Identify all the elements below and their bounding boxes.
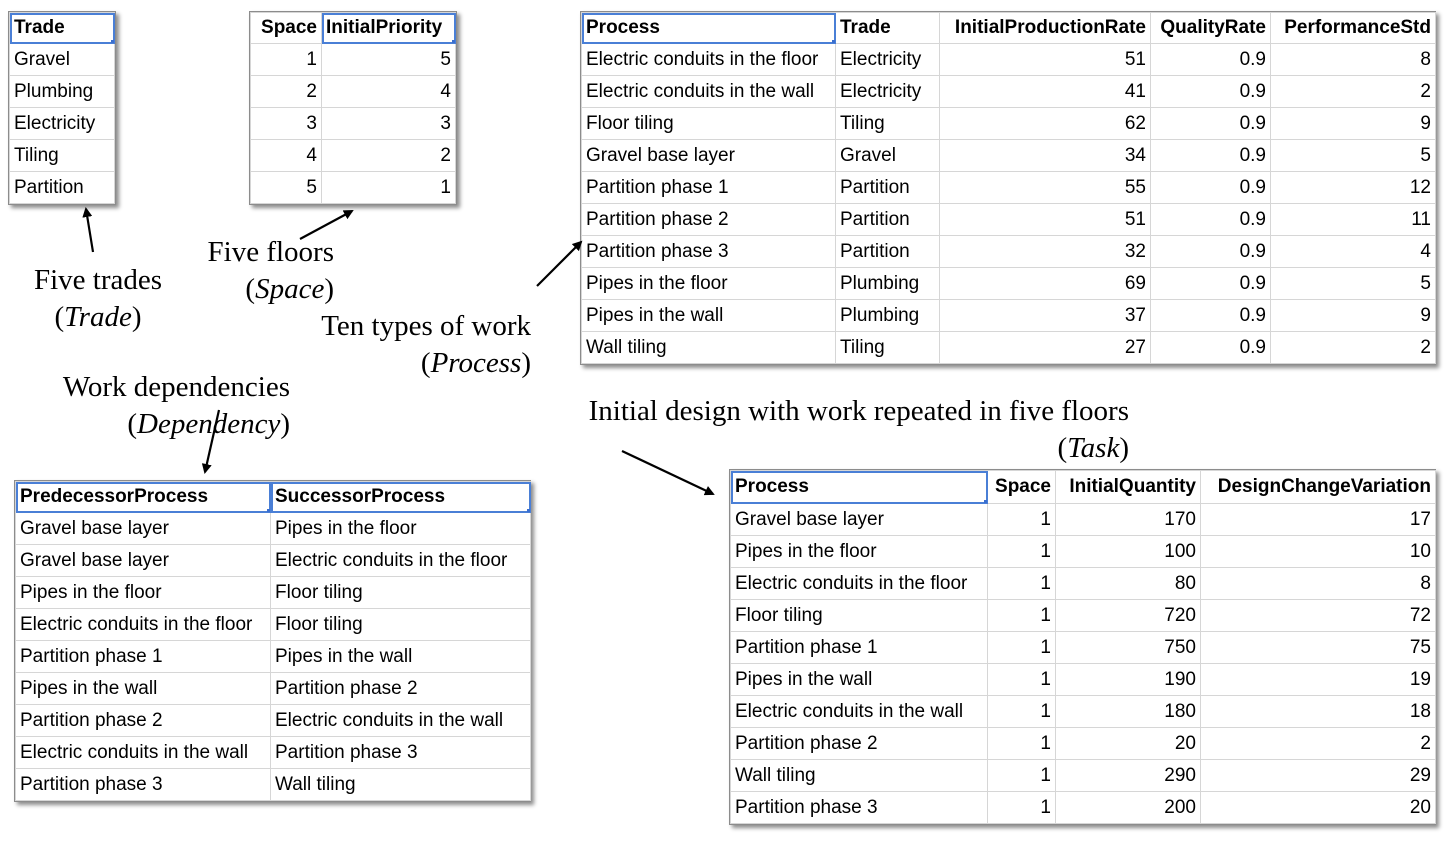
dependency-row-cell[interactable]: Partition phase 1 bbox=[16, 641, 271, 673]
dependency-row-cell[interactable]: Electric conduits in the floor bbox=[16, 609, 271, 641]
task-row-cell[interactable]: 1 bbox=[988, 632, 1056, 664]
task-row-cell[interactable]: Wall tiling bbox=[731, 760, 988, 792]
task-row-cell[interactable]: 80 bbox=[1056, 568, 1201, 600]
process-row-cell[interactable]: Pipes in the wall bbox=[582, 300, 836, 332]
task-row-cell[interactable]: 1 bbox=[988, 792, 1056, 824]
priority-cell[interactable]: 2 bbox=[322, 140, 456, 172]
task-row-cell[interactable]: Partition phase 3 bbox=[731, 792, 988, 824]
process-row-cell[interactable]: Partition phase 1 bbox=[582, 172, 836, 204]
initial-priority-header[interactable]: InitialPriority bbox=[322, 13, 456, 44]
task-row-cell[interactable]: 72 bbox=[1201, 600, 1436, 632]
task-row-cell[interactable]: 1 bbox=[988, 728, 1056, 760]
trade-cell[interactable]: Electricity bbox=[10, 108, 115, 140]
process-row-cell[interactable]: 0.9 bbox=[1151, 76, 1271, 108]
dependency-row-cell[interactable]: Floor tiling bbox=[271, 577, 531, 609]
task-row-cell[interactable]: 1 bbox=[988, 760, 1056, 792]
dependency-row-cell[interactable]: Pipes in the floor bbox=[16, 577, 271, 609]
task-caption: Initial design with work repeated in five floors (Task) bbox=[545, 393, 1129, 467]
dependency-row-cell[interactable]: Floor tiling bbox=[271, 609, 531, 641]
process-row-cell[interactable]: 11 bbox=[1271, 204, 1436, 236]
dependency-row-cell[interactable]: Partition phase 3 bbox=[271, 737, 531, 769]
floors-caption-label: Space bbox=[255, 273, 325, 305]
process-row-cell[interactable]: Partition bbox=[836, 172, 940, 204]
task-row-cell[interactable]: 19 bbox=[1201, 664, 1436, 696]
task-row-cell[interactable]: 20 bbox=[1201, 792, 1436, 824]
task-row-cell[interactable]: Electric conduits in the floor bbox=[731, 568, 988, 600]
process-row-cell[interactable]: 5 bbox=[1271, 268, 1436, 300]
process-row-cell[interactable]: Partition phase 3 bbox=[582, 236, 836, 268]
dependency-row-cell[interactable]: Electric conduits in the floor bbox=[271, 545, 531, 577]
process-row-cell[interactable]: 32 bbox=[940, 236, 1151, 268]
task-row-cell[interactable]: 2 bbox=[1201, 728, 1436, 760]
task-row-cell[interactable]: 75 bbox=[1201, 632, 1436, 664]
task-row-cell[interactable]: 1 bbox=[988, 600, 1056, 632]
successor-process-header[interactable]: SuccessorProcess bbox=[271, 482, 531, 513]
process-row-cell[interactable]: 37 bbox=[940, 300, 1151, 332]
process-row-cell[interactable]: 4 bbox=[1271, 236, 1436, 268]
process-row-cell[interactable]: Electricity bbox=[836, 76, 940, 108]
process-row-cell[interactable]: 9 bbox=[1271, 300, 1436, 332]
process-row-cell[interactable]: 41 bbox=[940, 76, 1151, 108]
task-space-header[interactable]: Space bbox=[988, 471, 1056, 504]
task-row-cell[interactable]: Floor tiling bbox=[731, 600, 988, 632]
process-row-cell[interactable]: 0.9 bbox=[1151, 300, 1271, 332]
floors-caption-main: Five floors bbox=[207, 236, 334, 268]
process-row-cell[interactable]: 0.9 bbox=[1151, 204, 1271, 236]
task-row-cell[interactable]: Pipes in the wall bbox=[731, 664, 988, 696]
process-row-cell[interactable]: 0.9 bbox=[1151, 108, 1271, 140]
process-row-cell[interactable]: 34 bbox=[940, 140, 1151, 172]
process-row-cell[interactable]: 0.9 bbox=[1151, 44, 1271, 76]
quality-rate-header[interactable]: QualityRate bbox=[1151, 13, 1271, 44]
floors-arrow bbox=[300, 211, 352, 239]
trades-caption: Five trades (Trade) bbox=[28, 262, 168, 336]
process-row-cell[interactable]: 51 bbox=[940, 204, 1151, 236]
task-row-cell[interactable]: 100 bbox=[1056, 536, 1201, 568]
task-row-cell[interactable]: 720 bbox=[1056, 600, 1201, 632]
dependencies-arrow bbox=[205, 410, 219, 472]
task-row-cell[interactable]: 20 bbox=[1056, 728, 1201, 760]
process-row-cell[interactable]: 0.9 bbox=[1151, 140, 1271, 172]
task-process-header[interactable]: Process bbox=[731, 471, 988, 504]
floors-caption: Five floors (Space) bbox=[196, 234, 334, 308]
task-row-cell[interactable]: Partition phase 2 bbox=[731, 728, 988, 760]
design-change-variation-header[interactable]: DesignChangeVariation bbox=[1201, 471, 1436, 504]
trades-arrow bbox=[86, 209, 93, 252]
work-caption-main: Ten types of work bbox=[321, 310, 531, 342]
space-header[interactable]: Space bbox=[251, 13, 322, 44]
task-row-cell[interactable]: 1 bbox=[988, 536, 1056, 568]
work-caption-label: Process bbox=[430, 347, 522, 379]
process-row-cell[interactable]: 2 bbox=[1271, 76, 1436, 108]
process-row-cell[interactable]: 5 bbox=[1271, 140, 1436, 172]
task-row-cell[interactable]: 200 bbox=[1056, 792, 1201, 824]
trades-caption-main: Five trades bbox=[33, 264, 163, 296]
performance-std-header[interactable]: PerformanceStd bbox=[1271, 13, 1436, 44]
process-row-cell[interactable]: 51 bbox=[940, 44, 1151, 76]
process-header[interactable]: Process bbox=[582, 13, 836, 44]
process-row-cell[interactable]: Electricity bbox=[836, 44, 940, 76]
dependency-row-cell[interactable]: Electric conduits in the wall bbox=[271, 705, 531, 737]
process-row-cell[interactable]: Pipes in the floor bbox=[582, 268, 836, 300]
process-row-cell[interactable]: 55 bbox=[940, 172, 1151, 204]
work-caption: Ten types of work (Process) bbox=[300, 308, 531, 382]
dependency-row-cell[interactable]: Electric conduits in the wall bbox=[16, 737, 271, 769]
trade-header[interactable]: Trade bbox=[10, 13, 115, 44]
task-row-cell[interactable]: 1 bbox=[988, 568, 1056, 600]
space-cell[interactable]: 3 bbox=[251, 108, 322, 140]
trade-header[interactable]: Trade bbox=[836, 13, 940, 44]
process-row-cell[interactable]: Gravel bbox=[836, 140, 940, 172]
space-cell[interactable]: 4 bbox=[251, 140, 322, 172]
dependency-row-cell[interactable]: Partition phase 2 bbox=[16, 705, 271, 737]
task-row-cell[interactable]: Pipes in the floor bbox=[731, 536, 988, 568]
dependencies-caption-label: Dependency bbox=[137, 408, 281, 440]
task-row-cell[interactable]: 170 bbox=[1056, 504, 1201, 536]
priority-cell[interactable]: 4 bbox=[322, 76, 456, 108]
dependency-row-cell[interactable]: Pipes in the floor bbox=[271, 513, 531, 545]
dependencies-caption: Work dependencies (Dependency) bbox=[40, 369, 290, 443]
process-row-cell[interactable]: Plumbing bbox=[836, 268, 940, 300]
process-row-cell[interactable]: Partition phase 2 bbox=[582, 204, 836, 236]
trade-cell[interactable]: Partition bbox=[10, 172, 115, 204]
trade-cell[interactable]: Tiling bbox=[10, 140, 115, 172]
task-row-cell[interactable]: 1 bbox=[988, 696, 1056, 728]
trade-cell[interactable]: Plumbing bbox=[10, 76, 115, 108]
process-row-cell[interactable]: Partition bbox=[836, 236, 940, 268]
task-caption-main: Initial design with work repeated in five floors bbox=[588, 395, 1129, 427]
trade-cell[interactable]: Gravel bbox=[10, 44, 115, 76]
process-row-cell[interactable]: Electric conduits in the floor bbox=[582, 44, 836, 76]
initial-quantity-header[interactable]: InitialQuantity bbox=[1056, 471, 1201, 504]
process-row-cell[interactable]: Plumbing bbox=[836, 300, 940, 332]
task-row-cell[interactable]: 1 bbox=[988, 664, 1056, 696]
process-row-cell[interactable]: Partition bbox=[836, 204, 940, 236]
task-row-cell[interactable]: 29 bbox=[1201, 760, 1436, 792]
process-row-cell[interactable]: 8 bbox=[1271, 44, 1436, 76]
task-row-cell[interactable]: 10 bbox=[1201, 536, 1436, 568]
space-cell[interactable]: 2 bbox=[251, 76, 322, 108]
process-row-cell[interactable]: Tiling bbox=[836, 108, 940, 140]
process-row-cell[interactable]: 0.9 bbox=[1151, 236, 1271, 268]
task-row-cell[interactable]: 750 bbox=[1056, 632, 1201, 664]
priority-cell[interactable]: 3 bbox=[322, 108, 456, 140]
dependency-row-cell[interactable]: Gravel base layer bbox=[16, 513, 271, 545]
task-caption-label: Task bbox=[1067, 432, 1120, 464]
process-row-cell[interactable]: Tiling bbox=[836, 332, 940, 364]
process-row-cell[interactable]: 12 bbox=[1271, 172, 1436, 204]
dependency-row-cell[interactable]: Wall tiling bbox=[271, 769, 531, 801]
process-row-cell[interactable]: Wall tiling bbox=[582, 332, 836, 364]
process-row-cell[interactable]: Electric conduits in the wall bbox=[582, 76, 836, 108]
task-row-cell[interactable]: 18 bbox=[1201, 696, 1436, 728]
task-row-cell[interactable]: 180 bbox=[1056, 696, 1201, 728]
process-row-cell[interactable]: Floor tiling bbox=[582, 108, 836, 140]
process-row-cell[interactable]: 27 bbox=[940, 332, 1151, 364]
dependency-row-cell[interactable]: Gravel base layer bbox=[16, 545, 271, 577]
priority-cell[interactable]: 5 bbox=[322, 44, 456, 76]
process-row-cell[interactable]: 0.9 bbox=[1151, 172, 1271, 204]
dependency-row-cell[interactable]: Partition phase 2 bbox=[271, 673, 531, 705]
dependency-row-cell[interactable]: Partition phase 3 bbox=[16, 769, 271, 801]
initial-production-rate-header[interactable]: InitialProductionRate bbox=[940, 13, 1151, 44]
process-row-cell[interactable]: 69 bbox=[940, 268, 1151, 300]
task-row-cell[interactable]: 190 bbox=[1056, 664, 1201, 696]
process-row-cell[interactable]: 2 bbox=[1271, 332, 1436, 364]
task-row-cell[interactable]: 17 bbox=[1201, 504, 1436, 536]
process-row-cell[interactable]: 62 bbox=[940, 108, 1151, 140]
task-arrow bbox=[622, 451, 713, 494]
process-row-cell[interactable]: 9 bbox=[1271, 108, 1436, 140]
work-arrow bbox=[537, 242, 581, 286]
priority-cell[interactable]: 1 bbox=[322, 172, 456, 204]
task-row-cell[interactable]: 8 bbox=[1201, 568, 1436, 600]
dependencies-caption-main: Work dependencies bbox=[62, 371, 290, 403]
task-row-cell[interactable]: Partition phase 1 bbox=[731, 632, 988, 664]
trades-caption-label: Trade bbox=[64, 301, 132, 333]
space-cell[interactable]: 5 bbox=[251, 172, 322, 204]
predecessor-process-header[interactable]: PredecessorProcess bbox=[16, 482, 271, 513]
task-row-cell[interactable]: 1 bbox=[988, 504, 1056, 536]
dependency-row-cell[interactable]: Pipes in the wall bbox=[271, 641, 531, 673]
dependency-row-cell[interactable]: Pipes in the wall bbox=[16, 673, 271, 705]
task-row-cell[interactable]: 290 bbox=[1056, 760, 1201, 792]
process-row-cell[interactable]: Gravel base layer bbox=[582, 140, 836, 172]
process-row-cell[interactable]: 0.9 bbox=[1151, 268, 1271, 300]
task-row-cell[interactable]: Electric conduits in the wall bbox=[731, 696, 988, 728]
task-row-cell[interactable]: Gravel base layer bbox=[731, 504, 988, 536]
space-cell[interactable]: 1 bbox=[251, 44, 322, 76]
process-row-cell[interactable]: 0.9 bbox=[1151, 332, 1271, 364]
